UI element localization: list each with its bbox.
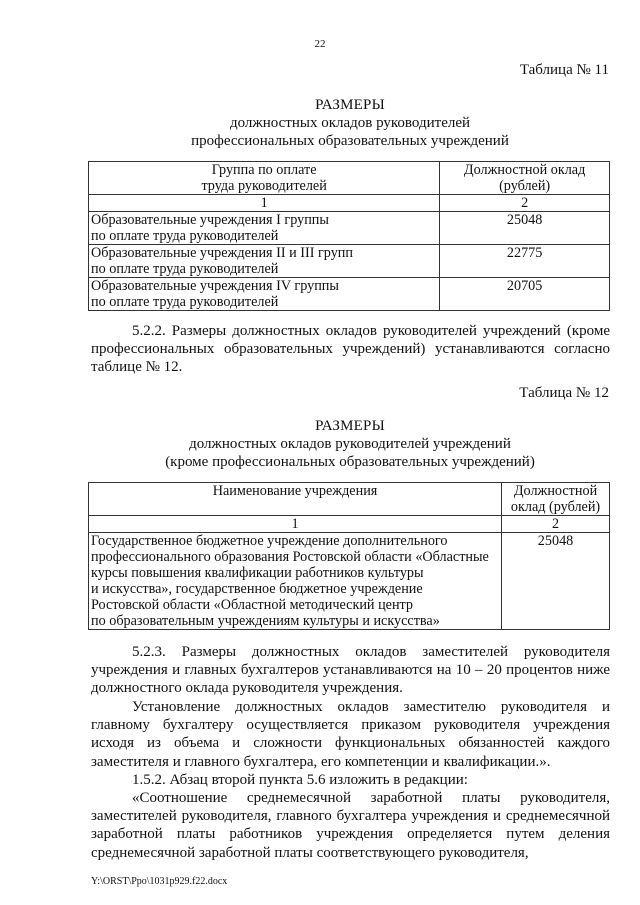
- table-12-title: РАЗМЕРЫ: [315, 418, 385, 434]
- header-institution-cell: Наименование учреждения: [89, 483, 502, 516]
- table-row: [89, 533, 610, 630]
- paragraph-5-2-2: 5.2.2. Размеры должностных окладов руководителей учреждений (кроме профессиональных образовательных учреждений) устанавливаются согласно таблице № 12.: [91, 323, 610, 376]
- paragraph-5-2-3: 5.2.3. Размеры должностных окладов заместителей руководителя учреждения и главных бухгалтеров устанавливаются на 10 – 20 процентов ниже должностного оклада руководителя учреждения.: [91, 644, 610, 697]
- column-number-row: [89, 516, 610, 533]
- header-text: Должностной: [513, 483, 598, 499]
- cell-text: Государственное бюджетное учреждение дополнительного: [91, 533, 448, 549]
- cell-text: Образовательные учреждения I группы: [91, 212, 329, 228]
- cell-text: курсы повышения квалификации работников культуры: [91, 565, 424, 581]
- table-row: [89, 245, 610, 278]
- header-text: оклад (рублей): [510, 499, 601, 515]
- table-11: [88, 161, 610, 311]
- cell-text: по оплате труда руководителей: [91, 261, 279, 277]
- header-group-cell: [89, 162, 440, 195]
- header-text: Должностной оклад: [463, 162, 586, 178]
- header-salary-cell: [502, 483, 610, 516]
- cell-text: Образовательные учреждения IV группы: [91, 278, 339, 294]
- table-12-subtitle-line2: (кроме профессиональных образовательных учреждений): [165, 454, 535, 470]
- paragraph-salary-ratio: «Соотношение среднемесячной заработной платы руководителя, заместителей руководителя, главного бухгалтера учреждения и среднемесячной заработной платы работников учреждения определяется путем деления среднемесячной заработной платы соответствующего руководителя,: [91, 790, 610, 861]
- cell-text: по оплате труда руководителей: [91, 228, 279, 244]
- institution-name-cell: [89, 533, 502, 630]
- table-11-label: Таблица № 11: [519, 62, 609, 78]
- cell-text: Образовательные учреждения II и III групп: [91, 245, 353, 261]
- paragraph-deputy-salary: Установление должностных окладов заместителю руководителя и главному бухгалтеру осуществляется приказом руководителя учреждения исходя из объема и сложности функциональных обязанностей каждого заместителя и главного бухгалтера, его компетенции и квалификации.».: [91, 699, 610, 770]
- group-name-cell: [89, 245, 440, 278]
- cell-text: по образовательным учреждениям культуры и искусства»: [91, 613, 440, 629]
- paragraph-1-5-2: 1.5.2. Абзац второй пункта 5.6 изложить в редакции:: [132, 772, 468, 788]
- header-salary-cell: [440, 162, 610, 195]
- cell-text: Ростовской области «Областной методический центр: [91, 597, 414, 613]
- column-number: 2: [502, 516, 610, 533]
- cell-text: профессионального образования Ростовской области «Областные: [91, 549, 489, 565]
- table-11-title: РАЗМЕРЫ: [315, 97, 385, 113]
- column-number-row: [89, 195, 610, 212]
- table-header-row: [89, 162, 610, 195]
- table-header-row: [89, 483, 610, 516]
- salary-value: 20705: [440, 278, 610, 311]
- cell-text: по оплате труда руководителей: [91, 294, 279, 310]
- page-number: 22: [314, 38, 326, 50]
- salary-value: 25048: [502, 533, 610, 630]
- table-11-subtitle-line1: должностных окладов руководителей: [229, 115, 471, 131]
- salary-value: 22775: [440, 245, 610, 278]
- table-row: [89, 278, 610, 311]
- table-11-heading: [0, 96, 640, 150]
- table-12-heading: [0, 417, 640, 471]
- group-name-cell: [89, 278, 440, 311]
- table-12-subtitle-line1: должностных окладов руководителей учреждений: [189, 436, 511, 452]
- header-text: Группа по оплате: [211, 162, 317, 178]
- table-11-subtitle-line2: профессиональных образовательных учреждений: [191, 133, 509, 149]
- header-text: (рублей): [499, 178, 551, 194]
- header-text: труда руководителей: [201, 178, 327, 194]
- table-row: [89, 212, 610, 245]
- column-number: 1: [89, 195, 440, 212]
- table-12-label: Таблица № 12: [519, 385, 609, 401]
- table-12: [88, 482, 610, 630]
- salary-value: 25048: [440, 212, 610, 245]
- file-path-footer: Y:\ORST\Ppo\1031p929.f22.docx: [91, 876, 228, 887]
- column-number: 1: [89, 516, 502, 533]
- cell-text: и искусства», государственное бюджетное учреждение: [91, 581, 423, 597]
- column-number: 2: [440, 195, 610, 212]
- group-name-cell: [89, 212, 440, 245]
